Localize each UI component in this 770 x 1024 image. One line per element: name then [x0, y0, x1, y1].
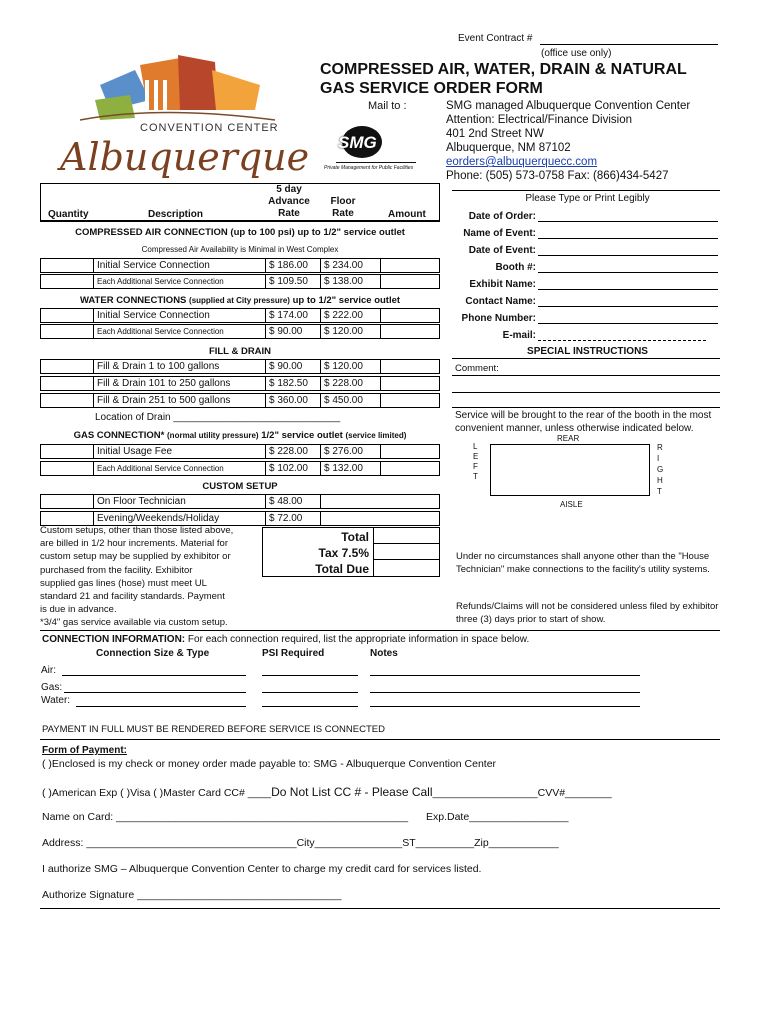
row-amount-input[interactable]: [320, 512, 440, 525]
date-of-event-input[interactable]: [538, 255, 718, 256]
name-of-event-label: Name of Event:: [463, 228, 536, 239]
col-floor-line: Rate: [332, 208, 354, 219]
credit-card-line: [42, 785, 612, 799]
address-line: 401 2nd Street NW: [446, 128, 544, 140]
total-due-label: Total Due: [315, 562, 369, 576]
row-floor-rate: $ 222.00: [320, 309, 380, 322]
row-amount-input[interactable]: [320, 495, 440, 508]
connection-info-title: [42, 634, 529, 645]
exhibit-name-label: Exhibit Name:: [469, 279, 536, 290]
row-description: Evening/Weekends/Holiday: [93, 512, 265, 525]
water-size-input[interactable]: [76, 706, 246, 707]
row-advance-rate: $ 90.00: [265, 325, 320, 338]
col-notes: Notes: [370, 648, 398, 659]
exp-date-field[interactable]: Exp.Date_________________: [426, 811, 569, 823]
mailing-address: [446, 99, 690, 183]
row-quantity-input[interactable]: [41, 309, 93, 323]
row-advance-rate: $ 109.50: [265, 275, 320, 288]
note-line: standard 21 and facility standards. Payment: [40, 591, 225, 603]
row-amount-input[interactable]: [380, 360, 440, 373]
water-psi-input[interactable]: [262, 706, 358, 707]
gas-row-initial: [40, 444, 440, 459]
booth-label: Booth #:: [495, 262, 536, 273]
tax-input[interactable]: [373, 544, 439, 560]
comment-box[interactable]: [452, 358, 720, 408]
payment-bottom-rule: [40, 908, 720, 909]
exhibit-name-input[interactable]: [538, 289, 718, 290]
air-row-initial: [40, 258, 440, 273]
row-advance-rate: $ 102.00: [265, 462, 320, 475]
type-print-note: Please Type or Print Legibly: [525, 193, 650, 204]
row-advance-rate: $ 90.00: [265, 360, 320, 373]
phone-number-label: Phone Number:: [461, 313, 536, 324]
row-description: On Floor Technician: [93, 495, 265, 508]
row-description: Fill & Drain 251 to 500 gallons: [93, 394, 265, 407]
phone-number-input[interactable]: [538, 323, 718, 324]
mail-to-label: Mail to :: [368, 100, 407, 112]
left-letter: L: [473, 442, 478, 451]
albuquerque-cc-logo: [40, 40, 310, 180]
booth-right-label: [657, 442, 667, 497]
smg-logo: [324, 126, 416, 176]
air-row-additional: [40, 274, 440, 289]
date-of-event-label: Date of Event:: [468, 245, 536, 256]
payment-enclosed-check[interactable]: ( )Enclosed is my check or money order made payable to: SMG - Albuquerque Convention Center: [42, 758, 497, 770]
row-quantity-input[interactable]: [41, 259, 93, 273]
row-floor-rate: $ 120.00: [320, 360, 380, 373]
row-description: Each Additional Service Connection: [93, 325, 265, 338]
tax-label: Tax 7.5%: [318, 546, 369, 560]
row-quantity-input[interactable]: [41, 394, 93, 408]
gas-title-outlet: 1/2" service outlet: [261, 430, 343, 441]
water-title-outlet: up to 1/2" service outlet: [292, 295, 401, 306]
note-line: are billed in 1/2 hour increments. Material for: [40, 538, 228, 550]
booth-input[interactable]: [538, 272, 718, 273]
water-notes-input[interactable]: [370, 706, 640, 707]
row-description: Initial Usage Fee: [93, 445, 265, 458]
event-contract-label: Event Contract #: [458, 33, 533, 44]
row-floor-rate: $ 234.00: [320, 259, 380, 272]
authorization-statement: I authorize SMG – Albuquerque Convention Center to charge my credit card for services listed.: [42, 863, 482, 875]
note-line: supplied gas lines (hose) must meet UL: [40, 577, 207, 589]
connection-info-instructions: For each connection required, list the appropriate information in space below.: [187, 634, 530, 645]
air-notes-input[interactable]: [370, 675, 640, 676]
gas-section-title: [40, 430, 440, 441]
col-advance-line: Advance: [268, 196, 310, 207]
water-title-pressure: (supplied at City pressure): [189, 296, 290, 305]
smg-tagline: Private Management for Public Facilities: [324, 165, 414, 171]
right-letter: T: [657, 487, 662, 496]
authorize-signature-field[interactable]: Authorize Signature ___________________________________: [42, 889, 342, 901]
col-advance-line: 5 day: [276, 184, 302, 195]
water-row-initial: [40, 308, 440, 323]
comment-line: [452, 375, 720, 376]
left-letter: F: [473, 462, 478, 471]
booth-left-label: [473, 442, 483, 482]
date-of-order-input[interactable]: [538, 221, 718, 222]
row-advance-rate: $ 360.00: [265, 394, 320, 407]
gas-title-main: GAS CONNECTION*: [73, 430, 165, 441]
row-advance-rate: $ 182.50: [265, 377, 320, 390]
col-amount: Amount: [388, 209, 426, 220]
office-use-note: (office use only): [541, 48, 612, 59]
col-connection-size: Connection Size & Type: [96, 648, 210, 659]
row-amount-input[interactable]: [380, 394, 440, 407]
email-link[interactable]: eorders@albuquerquecc.com: [446, 156, 598, 168]
gas-title-limited: (service limited): [345, 431, 407, 440]
note-line: custom setup may be supplied by exhibitor or: [40, 551, 231, 563]
logo-albuquerque-text: Albuquerque: [60, 135, 310, 179]
drain-row-3: [40, 393, 440, 408]
row-floor-rate: $ 450.00: [320, 394, 380, 407]
smg-logo-text: SMG: [338, 133, 377, 152]
left-letter: T: [473, 472, 478, 481]
row-amount-input[interactable]: [380, 309, 440, 322]
air-section-title: COMPRESSED AIR CONNECTION (up to 100 psi) up to 1/2" service outlet: [75, 227, 405, 238]
smg-divider: [336, 162, 416, 163]
note-line: is due in advance.: [40, 604, 117, 616]
air-conn-label: Air:: [41, 665, 56, 676]
row-advance-rate: $ 228.00: [265, 445, 320, 458]
form-of-payment-title: Form of Payment:: [42, 745, 128, 756]
custom-setup-note: [40, 524, 262, 630]
payment-full-notice: PAYMENT IN FULL MUST BE RENDERED BEFORE SERVICE IS CONNECTED: [42, 724, 385, 735]
note-line: *3/4" gas service available via custom setup.: [40, 617, 228, 629]
row-quantity-input[interactable]: [41, 377, 93, 391]
right-panel-top-rule: [452, 190, 720, 191]
address-line: SMG managed Albuquerque Convention Center: [446, 100, 691, 112]
row-floor-rate: $ 276.00: [320, 445, 380, 458]
row-description: Fill & Drain 1 to 100 gallons: [93, 360, 265, 373]
total-input[interactable]: [373, 528, 439, 544]
right-letter: H: [657, 476, 663, 485]
col-psi-required: PSI Required: [262, 648, 325, 659]
custom-row-technician: [40, 494, 440, 509]
contact-name-input[interactable]: [538, 306, 718, 307]
comment-line: [452, 392, 720, 393]
row-description: Each Additional Service Connection: [93, 275, 265, 288]
water-title-main: WATER CONNECTIONS: [79, 295, 187, 306]
gas-notes-input[interactable]: [370, 692, 640, 693]
event-contract-input[interactable]: [540, 33, 718, 45]
row-quantity-input[interactable]: [41, 462, 93, 476]
email-label: E-mail:: [502, 330, 536, 341]
address-line: Attention: Electrical/Finance Division: [446, 114, 632, 126]
row-description: Fill & Drain 101 to 250 gallons: [93, 377, 265, 390]
row-amount-input[interactable]: [380, 445, 440, 458]
booth-rear-label: REAR: [557, 434, 580, 443]
row-amount-input[interactable]: [380, 259, 440, 272]
drain-section-title: FILL & DRAIN: [208, 346, 272, 357]
gas-row-additional: [40, 461, 440, 476]
row-advance-rate: $ 72.00: [265, 512, 320, 525]
water-conn-label: Water:: [41, 695, 71, 706]
air-psi-input[interactable]: [262, 675, 358, 676]
water-row-additional: [40, 324, 440, 339]
header-frame: [40, 183, 440, 222]
gas-title-pressure: (normal utility pressure): [167, 431, 259, 440]
air-availability-note: Compressed Air Availability is Minimal in West Complex: [141, 245, 339, 254]
row-description: Initial Service Connection: [93, 259, 265, 272]
right-letter: I: [657, 454, 660, 463]
name-on-card-field[interactable]: Name on Card: __________________________________________________: [42, 811, 409, 823]
total-label: Total: [341, 530, 369, 544]
gas-conn-label: Gas:: [41, 682, 63, 693]
row-quantity-input[interactable]: [41, 275, 93, 289]
form-title-line1: COMPRESSED AIR, WATER, DRAIN & NATURAL: [320, 61, 687, 78]
row-advance-rate: $ 48.00: [265, 495, 320, 508]
col-description: Description: [148, 209, 204, 220]
row-quantity-input[interactable]: [41, 445, 93, 459]
date-of-order-label: Date of Order:: [468, 211, 536, 222]
comment-line: [452, 407, 720, 408]
contact-name-label: Contact Name:: [465, 296, 536, 307]
address-line: Albuquerque, NM 87102: [446, 142, 571, 154]
totals-box: [262, 527, 440, 577]
row-floor-rate: $ 132.00: [320, 462, 380, 475]
row-advance-rate: $ 186.00: [265, 259, 320, 272]
card-type-options[interactable]: ( )American Exp ( )Visa ( )Master Card CC# ____: [42, 787, 272, 799]
booth-aisle-label: AISLE: [560, 500, 583, 509]
cvv-field[interactable]: __________________CVV#________: [432, 787, 612, 799]
email-input[interactable]: [538, 340, 706, 341]
row-amount-input[interactable]: [380, 325, 440, 338]
right-letter: G: [657, 465, 664, 474]
right-letter: R: [657, 443, 663, 452]
booth-diagram[interactable]: [490, 444, 650, 496]
row-advance-rate: $ 174.00: [265, 309, 320, 322]
gas-psi-input[interactable]: [262, 692, 358, 693]
connection-info-heading: CONNECTION INFORMATION:: [42, 634, 186, 645]
left-letter: E: [473, 452, 479, 461]
row-amount-input[interactable]: [380, 275, 440, 288]
phone-fax: Phone: (505) 573-0758 Fax: (866)434-5427: [446, 170, 669, 182]
total-due-input[interactable]: [373, 560, 439, 576]
billing-address-field[interactable]: Address: ____________________________________City_______________ST__________Zip____________: [42, 837, 559, 849]
special-instructions-title: SPECIAL INSTRUCTIONS: [527, 346, 648, 357]
custom-section-title: CUSTOM SETUP: [202, 481, 278, 492]
drain-row-2: [40, 376, 440, 391]
logo-convention-center-text: CONVENTION CENTER: [140, 122, 279, 134]
gas-size-input[interactable]: [64, 692, 246, 693]
col-floor-line: Floor: [330, 196, 356, 207]
row-quantity-input[interactable]: [41, 495, 93, 509]
row-floor-rate: $ 228.00: [320, 377, 380, 390]
service-location-note: Service will be brought to the rear of the booth in the most convenient manner, unless otherwise indicated below.: [455, 410, 712, 434]
drain-location-field[interactable]: Location of Drain ______________________________: [95, 412, 341, 423]
col-advance-line: Rate: [278, 208, 300, 219]
row-quantity-input[interactable]: [41, 360, 93, 374]
do-not-list-cc-note: Do Not List CC # - Please Call: [271, 785, 433, 799]
row-floor-rate: $ 138.00: [320, 275, 380, 288]
refund-note: Refunds/Claims will not be considered unless filed by exhibitor three (3) days prior to start of show.: [456, 601, 719, 625]
drain-row-1: [40, 359, 440, 374]
comment-label: Comment:: [455, 363, 499, 374]
col-quantity: Quantity: [48, 209, 89, 220]
house-technician-note: Under no circumstances shall anyone other than the "House Technician" make connections to the facility's utility systems.: [456, 551, 710, 575]
air-size-input[interactable]: [62, 675, 246, 676]
note-line: Custom setups, other than those listed above,: [40, 525, 234, 536]
name-of-event-input[interactable]: [538, 238, 718, 239]
note-line: purchased from the facility. Exhibitor: [40, 564, 193, 576]
row-floor-rate: $ 120.00: [320, 325, 380, 338]
connection-info-top-rule: [40, 630, 720, 631]
form-title-line2: GAS SERVICE ORDER FORM: [320, 80, 543, 97]
row-quantity-input[interactable]: [41, 325, 93, 339]
water-section-title: [40, 295, 440, 306]
payment-top-rule: [40, 739, 720, 740]
row-amount-input[interactable]: [380, 462, 440, 475]
row-description: Each Additional Service Connection: [93, 462, 265, 475]
row-description: Initial Service Connection: [93, 309, 265, 322]
row-amount-input[interactable]: [380, 377, 440, 390]
